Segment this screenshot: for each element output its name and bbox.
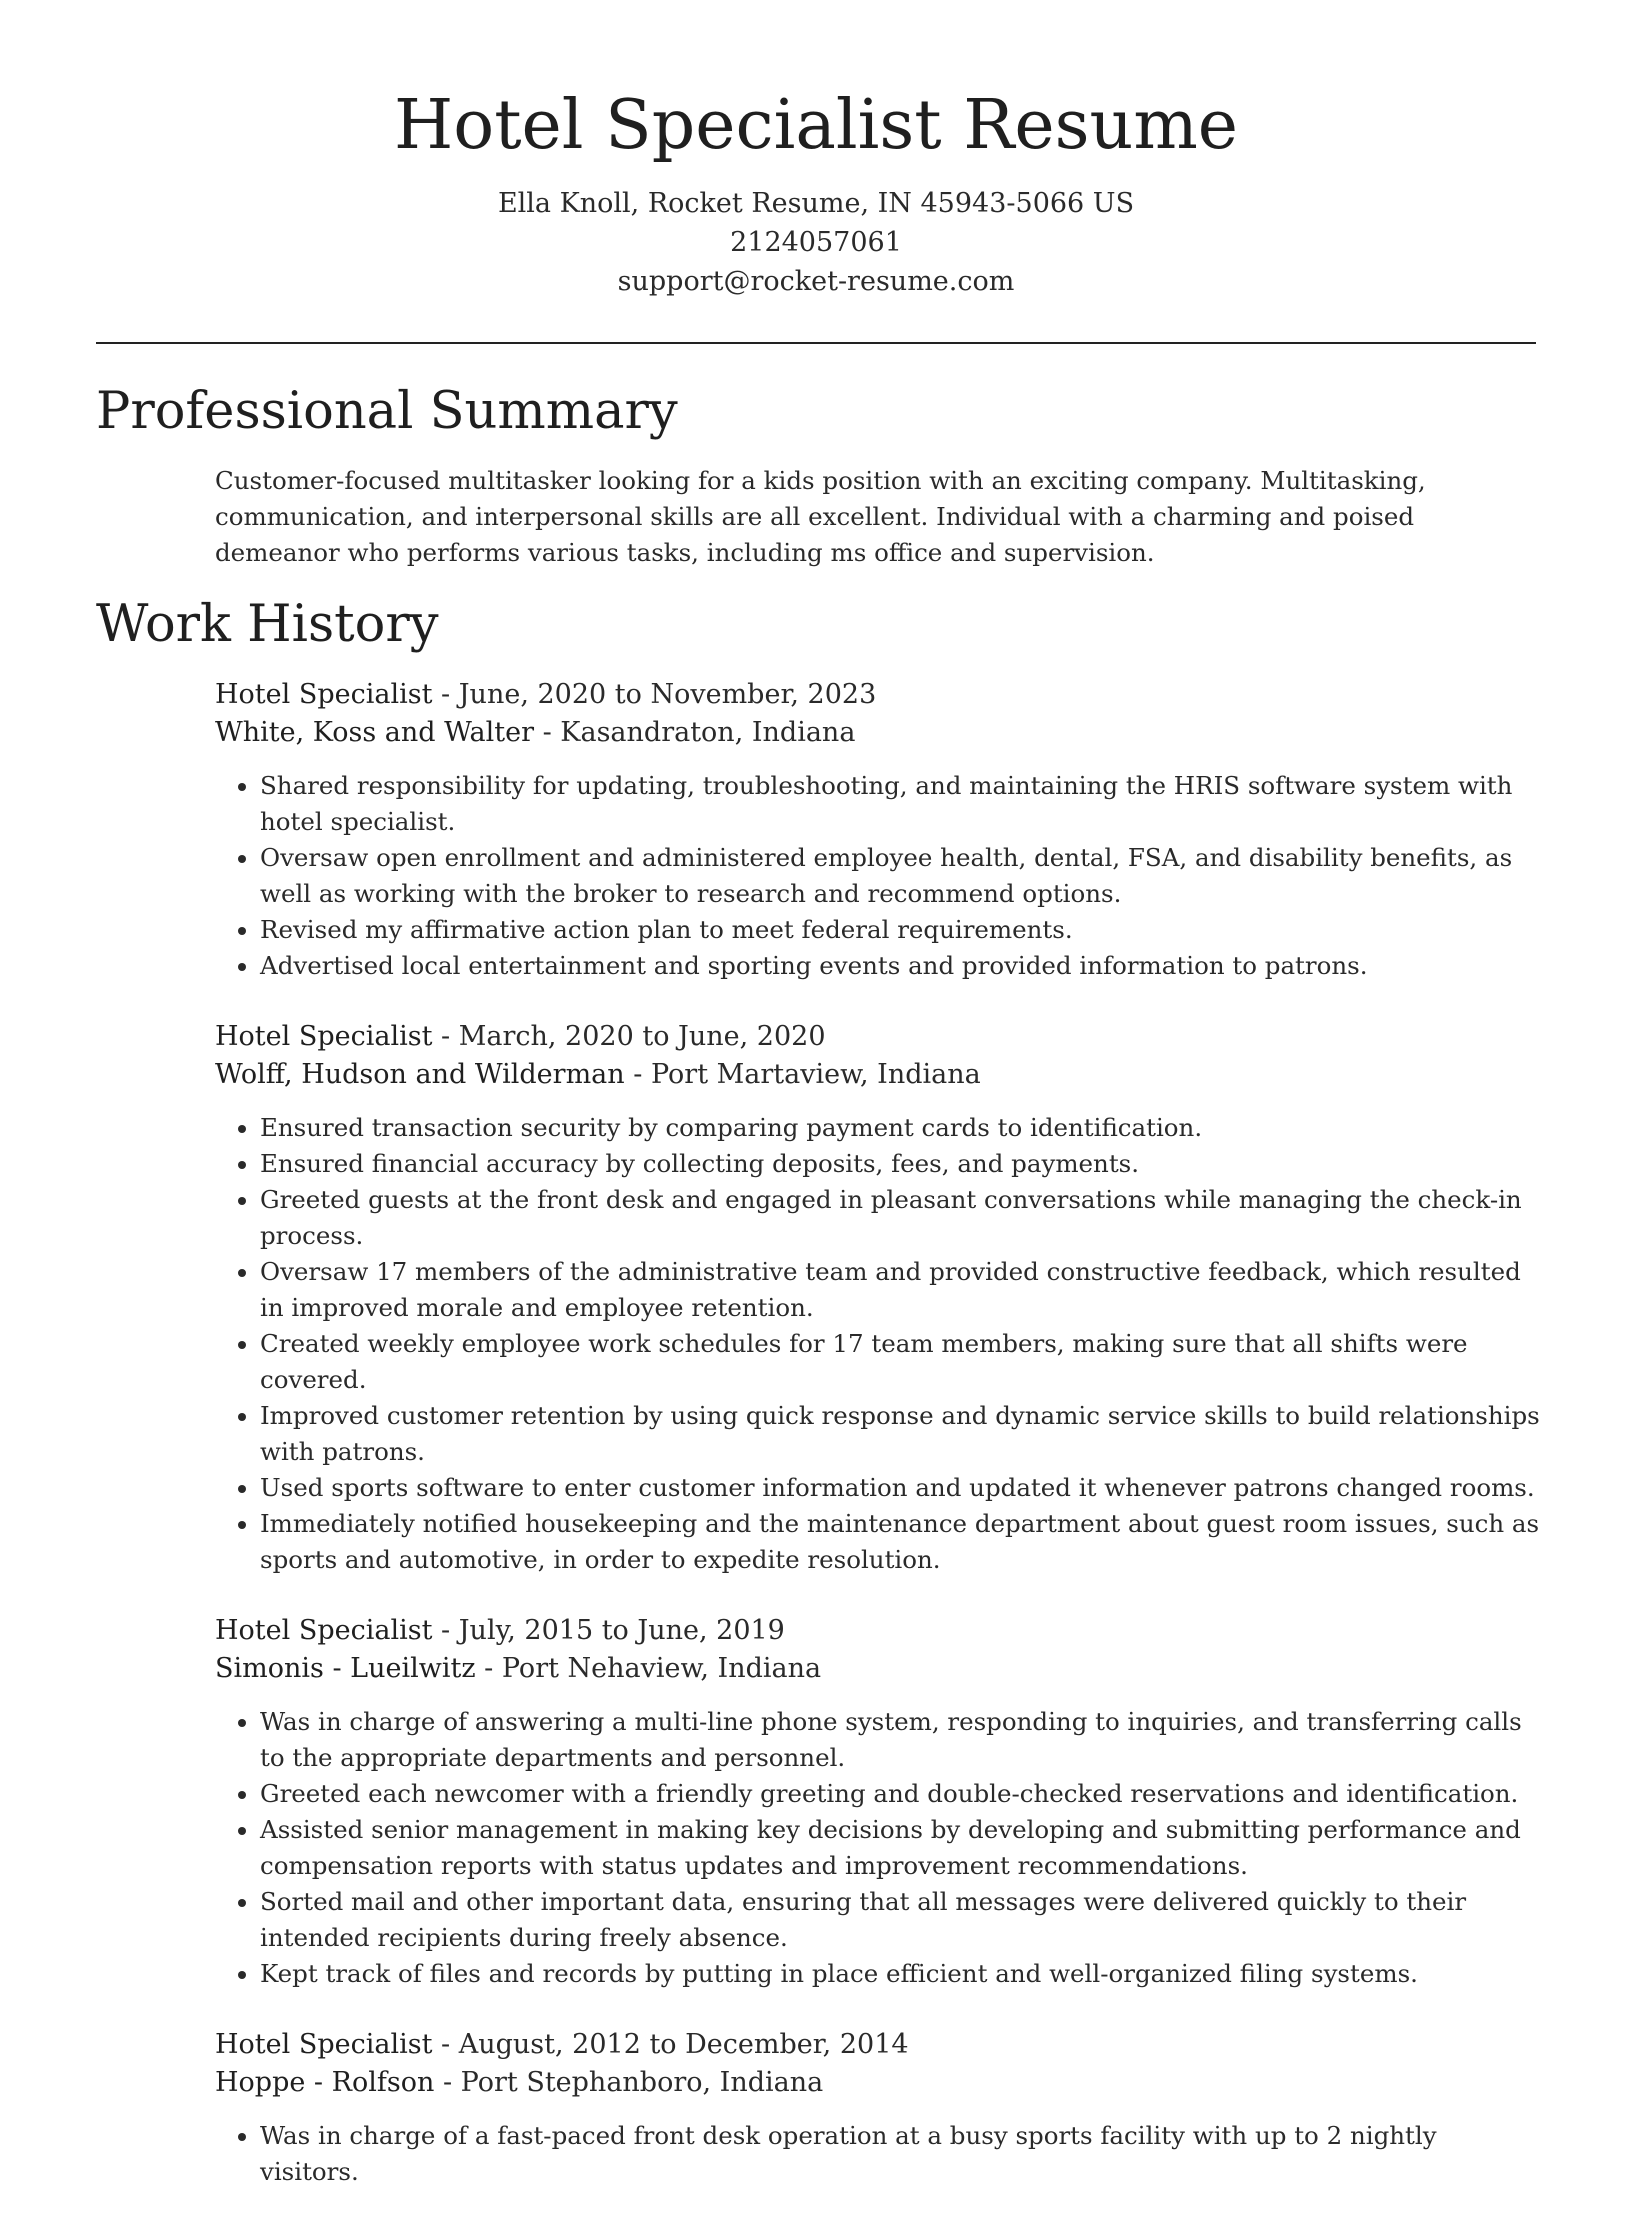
bullet-item: • Immediately notified housekeeping and the maintenance department about guest room issues, such as sports and automotive, in order to expedite resolution. <box>260 1506 1540 1578</box>
job-dates: March, 2020 to June, 2020 <box>458 1021 826 1052</box>
separator: - <box>534 717 561 748</box>
job-dates: August, 2012 to December, 2014 <box>458 2029 909 2060</box>
bullet-item: • Used sports software to enter customer information and updated it whenever patrons changed rooms. <box>260 1470 1540 1506</box>
separator: - <box>432 2029 459 2060</box>
job-entry <box>215 676 1540 984</box>
job-company: Simonis - Lueilwitz <box>215 1653 476 1684</box>
bullet-item: • Advertised local entertainment and sporting events and provided information to patrons. <box>260 948 1540 984</box>
job-bullets <box>215 1110 1540 1578</box>
contact-block <box>0 184 1632 301</box>
job-company-line <box>215 1056 1540 1094</box>
job-bullets <box>215 1704 1540 1992</box>
job-title-line <box>215 2026 1540 2064</box>
bullet-item: • Shared responsibility for updating, troubleshooting, and maintaining the HRIS software system with hotel specialist. <box>260 768 1540 840</box>
job-company-line <box>215 714 1540 752</box>
job-company-line <box>215 2064 1540 2102</box>
bullet-item: • Was in charge of answering a multi-line phone system, responding to inquiries, and transferring calls to the appropriate departments and personnel. <box>260 1704 1540 1776</box>
job-entry <box>215 1612 1540 1992</box>
job-entry <box>215 2026 1540 2190</box>
job-company-line <box>215 1650 1540 1688</box>
job-title-line <box>215 676 1540 714</box>
work-history-heading: Work History <box>96 595 439 654</box>
separator: - <box>432 679 459 710</box>
bullet-item: • Improved customer retention by using quick response and dynamic service skills to build relationships with patrons. <box>260 1398 1540 1470</box>
job-bullets <box>215 768 1540 984</box>
work-history-list <box>215 676 1540 2224</box>
separator: - <box>432 1615 459 1646</box>
separator: - <box>434 2067 461 2098</box>
job-title: Hotel Specialist <box>215 1615 433 1646</box>
job-location: Port Stephanboro, Indiana <box>460 2067 824 2098</box>
summary-text: Customer-focused multitasker looking for a kids position with an exciting company. Multitasking, communication, and interpersonal skills are all excellent. Individual with a charming and poised demeanor who performs various tasks, including ms office and supervision. <box>215 466 1426 567</box>
header-divider <box>96 342 1536 344</box>
job-location: Kasandraton, Indiana <box>560 717 856 748</box>
bullet-item: • Kept track of files and records by putting in place efficient and well-organized filing systems. <box>260 1956 1540 1992</box>
separator: - <box>475 1653 502 1684</box>
bullet-item: • Greeted each newcomer with a friendly greeting and double-checked reservations and identification. <box>260 1776 1540 1812</box>
resume-title: Hotel Specialist Resume <box>393 86 1239 165</box>
job-bullets <box>215 2118 1540 2190</box>
job-title-line <box>215 1018 1540 1056</box>
job-company: White, Koss and Walter <box>215 717 534 748</box>
job-dates: June, 2020 to November, 2023 <box>458 679 877 710</box>
job-title: Hotel Specialist <box>215 1021 433 1052</box>
bullet-item: • Ensured transaction security by comparing payment cards to identification. <box>260 1110 1540 1146</box>
bullet-item: • Oversaw 17 members of the administrative team and provided constructive feedback, which resulted in improved morale and employee retention. <box>260 1254 1540 1326</box>
bullet-item: • Revised my affirmative action plan to meet federal requirements. <box>260 912 1540 948</box>
job-entry <box>215 1018 1540 1578</box>
bullet-item: • Ensured financial accuracy by collecting deposits, fees, and payments. <box>260 1146 1540 1182</box>
job-title: Hotel Specialist <box>215 679 433 710</box>
separator: - <box>624 1059 651 1090</box>
resume-header <box>0 0 1632 301</box>
job-company: Hoppe - Rolfson <box>215 2067 435 2098</box>
contact-email: support@rocket-resume.com <box>617 266 1015 297</box>
contact-phone: 2124057061 <box>730 227 902 258</box>
job-title-line <box>215 1612 1540 1650</box>
contact-address: Ella Knoll, Rocket Resume, IN 45943-5066 US <box>497 188 1135 219</box>
bullet-item: • Assisted senior management in making key decisions by developing and submitting performance and compensation reports with status updates and improvement recommendations. <box>260 1812 1540 1884</box>
summary-heading: Professional Summary <box>96 382 678 441</box>
bullet-item: • Was in charge of a fast-paced front desk operation at a busy sports facility with up to 2 nightly visitors. <box>260 2118 1540 2190</box>
separator: - <box>432 1021 459 1052</box>
bullet-item: • Greeted guests at the front desk and engaged in pleasant conversations while managing the check-in process. <box>260 1182 1540 1254</box>
bullet-item: • Created weekly employee work schedules for 17 team members, making sure that all shifts were covered. <box>260 1326 1540 1398</box>
job-company: Wolff, Hudson and Wilderman <box>215 1059 625 1090</box>
job-dates: July, 2015 to June, 2019 <box>458 1615 785 1646</box>
job-location: Port Martaview, Indiana <box>650 1059 981 1090</box>
bullet-item: • Oversaw open enrollment and administered employee health, dental, FSA, and disability benefits, as well as working with the broker to research and recommend options. <box>260 840 1540 912</box>
job-location: Port Nehaview, Indiana <box>501 1653 822 1684</box>
job-title: Hotel Specialist <box>215 2029 433 2060</box>
bullet-item: • Sorted mail and other important data, ensuring that all messages were delivered quickly to their intended recipients during freely absence. <box>260 1884 1540 1956</box>
